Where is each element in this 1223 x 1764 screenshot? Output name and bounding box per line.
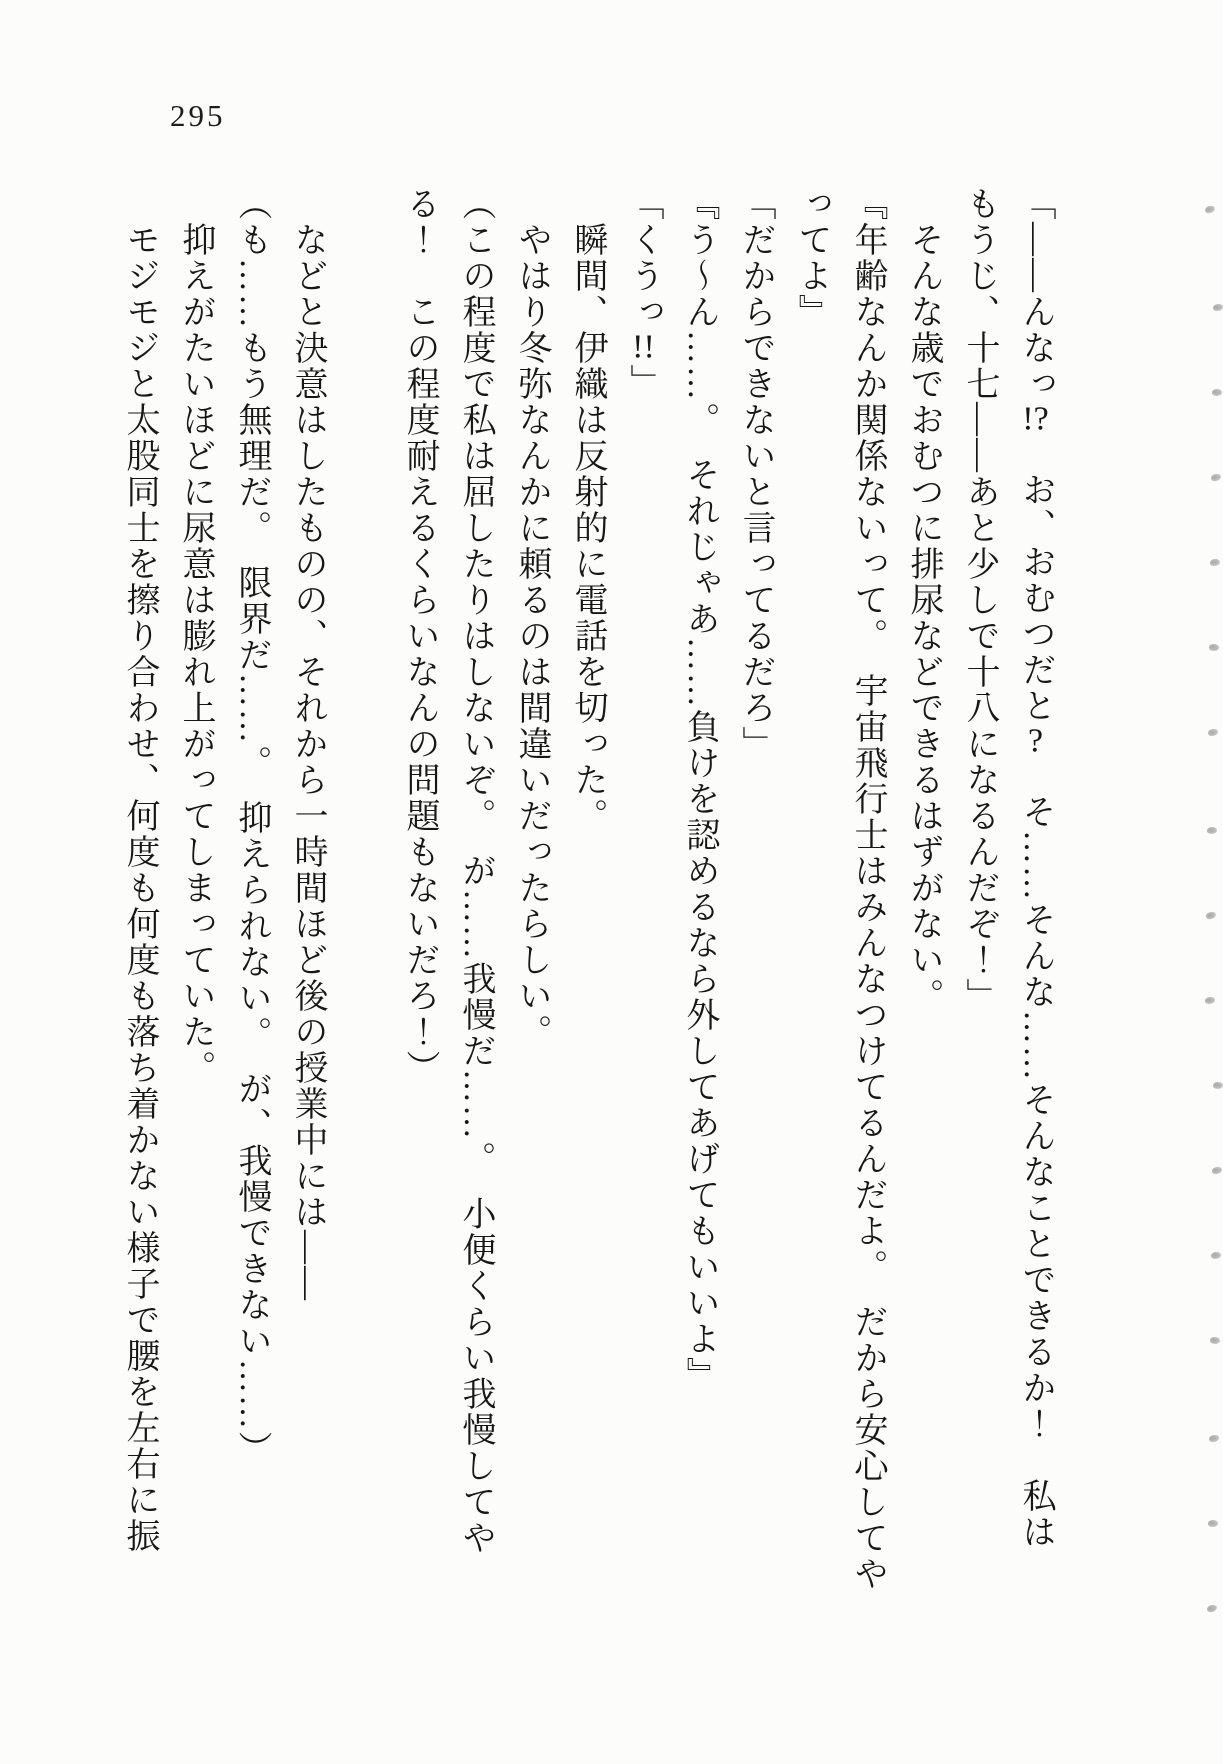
- scan-speck: [1209, 1435, 1219, 1443]
- text-column: ってよ』: [793, 186, 830, 330]
- scan-speck: [1209, 643, 1220, 651]
- text-column: そんな歳でおむつに排尿などできるはずがない。: [905, 222, 942, 1014]
- scan-speck: [1205, 997, 1215, 1004]
- scan-speck: [1208, 1520, 1219, 1528]
- text-column: る！ この程度耐えるくらいなんの問題もないだろ！）: [401, 186, 438, 1086]
- text-column: モジモジと太股同士を擦り合わせ、何度も何度も落ち着かない様子で腰を左右に振: [121, 222, 158, 1554]
- text-column-blank: [335, 186, 391, 1610]
- text-column: 「くうっ!!」: [625, 186, 662, 400]
- scan-speck: [1207, 1604, 1218, 1612]
- text-column: 抑えがたいほどに尿意は膨れ上がってしまっていた。: [177, 222, 214, 1086]
- scan-speck: [1207, 827, 1217, 835]
- text-column: もうじ、十七――あと少しで十八になるんだぞ！」: [961, 186, 998, 1014]
- text-column: やはり冬弥なんかに頼るのは間違いだったらしい。: [513, 222, 550, 1050]
- scan-speck: [1213, 304, 1223, 311]
- scan-speck: [1211, 473, 1222, 481]
- text-column: （この程度で私は屈したりはしないぞ。 が……我慢だ……。 小便くらい我慢してや: [457, 186, 494, 1556]
- scan-speck: [1213, 1081, 1223, 1089]
- text-column: （も……もう無理だ。 限界だ……。 抑えられない。 が、我慢できない……）: [233, 186, 270, 1467]
- text-column: 『う～ん……。 それじゃあ……負けを認めるなら外してあげてもいいよ』: [681, 186, 718, 1393]
- text-column: 「――んなっ!? お、おむつだと? そ……そんな……そんなことできるか！ 私は: [1017, 186, 1054, 1550]
- scan-speck: [1204, 205, 1215, 214]
- text-column: 瞬間、伊織は反射的に電話を切った。: [569, 222, 606, 834]
- page-text: [111, 186, 1063, 1610]
- page-number: 295: [170, 98, 226, 133]
- scan-speck: [1211, 1252, 1221, 1259]
- text-column: 「だからできないと言ってるだろ」: [737, 186, 774, 762]
- scan-speck: [1212, 388, 1223, 396]
- scan-speck: [1208, 729, 1218, 737]
- scan-speck: [1210, 559, 1220, 566]
- scan-speck: [1206, 911, 1217, 919]
- text-column: 『年齢なんか関係ないって。 宇宙飛行士はみんなつけてるんだよ。 だから安心してや: [849, 186, 886, 1592]
- scan-speck: [1209, 1336, 1220, 1345]
- text-column: などと決意はしたものの、それから一時間ほど後の授業中には――: [289, 222, 326, 1302]
- scan-speck: [1212, 1166, 1223, 1174]
